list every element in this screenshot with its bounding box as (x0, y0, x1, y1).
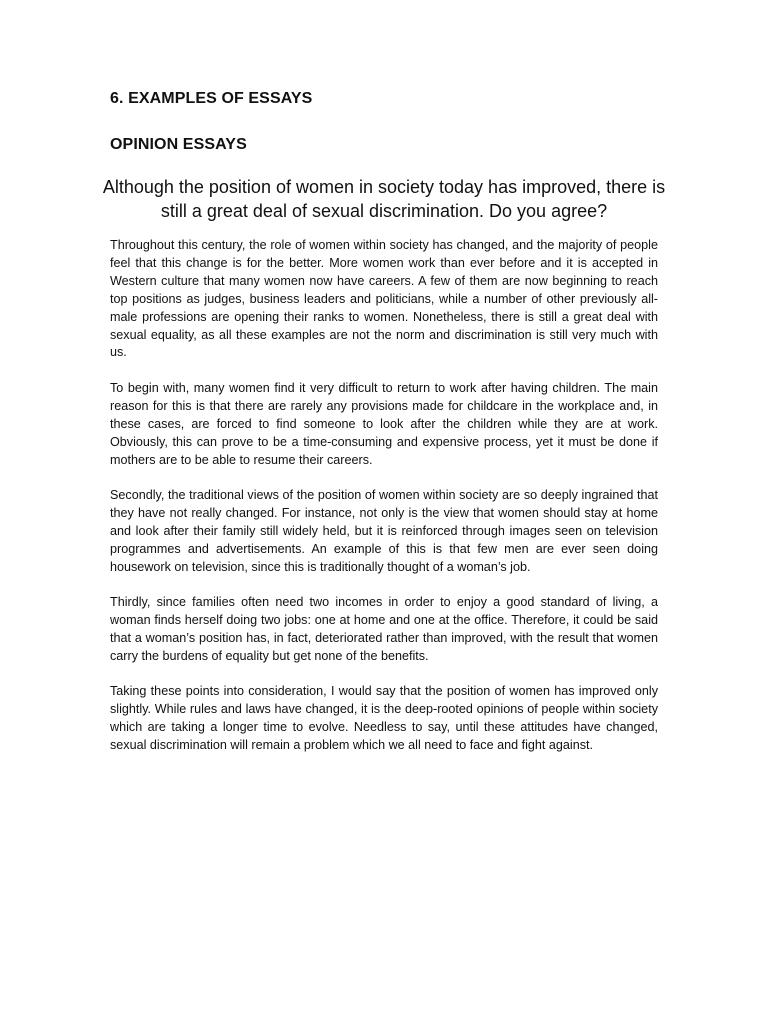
section-heading: 6. EXAMPLES OF ESSAYS (110, 90, 313, 107)
essay-body (110, 237, 658, 755)
essay-paragraph-two-jobs: Thirdly, since families often need two incomes in order to enjoy a good standard of living, a woman finds herself doing two jobs: one at home and one at the office. Therefore, it could be said that a woman’s position has, in fact, deteriorated rather than improved, with the result that women carry the burdens of equality but get none of the benefits. (110, 595, 658, 663)
essay-question: Although the position of women in society today has improved, there is still a great deal of sexual discrimination. Do you agree? (102, 177, 666, 221)
essay-paragraph-traditional-views: Secondly, the traditional views of the position of women within society are so deeply ingrained that they have not really changed. For instance, not only is the view that women should stay at home and look after their family still widely held, but it is reinforced through images seen on television programmes and advertisements. An example of this is that few men are ever seen doing housework on television, since this is traditionally thought of a woman’s job. (110, 488, 658, 574)
essay-paragraph-childcare: To begin with, many women find it very difficult to return to work after having children. The main reason for this is that there are rarely any provisions made for childcare in the workplace and, in these cases, are forced to find someone to look after the children while they are at work. Obviously, this can prove to be a time-consuming and expensive process, yet it must be done if mothers are to be able to resume their careers. (110, 380, 658, 467)
essay-paragraph-conclusion: Taking these points into consideration, I would say that the position of women has improved only slightly. While rules and laws have changed, it is the deep-rooted opinions of people within society which are taking a longer time to evolve. Needless to say, until these attitudes have changed, sexual discrimination will remain a problem which we all need to face and fight against. (110, 684, 658, 753)
essay-paragraph-intro: Throughout this century, the role of women within society has changed, and the majority of people feel that this change is for the better. More women work than ever before and it is accepted in Western culture that many women now have careers. A few of them are now beginning to reach top positions as judges, business leaders and politicians, while a number of other previously all-male professions are opening their ranks to women. Nonetheless, there is still a great deal with sexual equality, as all these examples are not the norm and discrimination is still very much with us. (110, 238, 658, 360)
document-page (102, 88, 666, 773)
subsection-heading: OPINION ESSAYS (110, 136, 247, 153)
